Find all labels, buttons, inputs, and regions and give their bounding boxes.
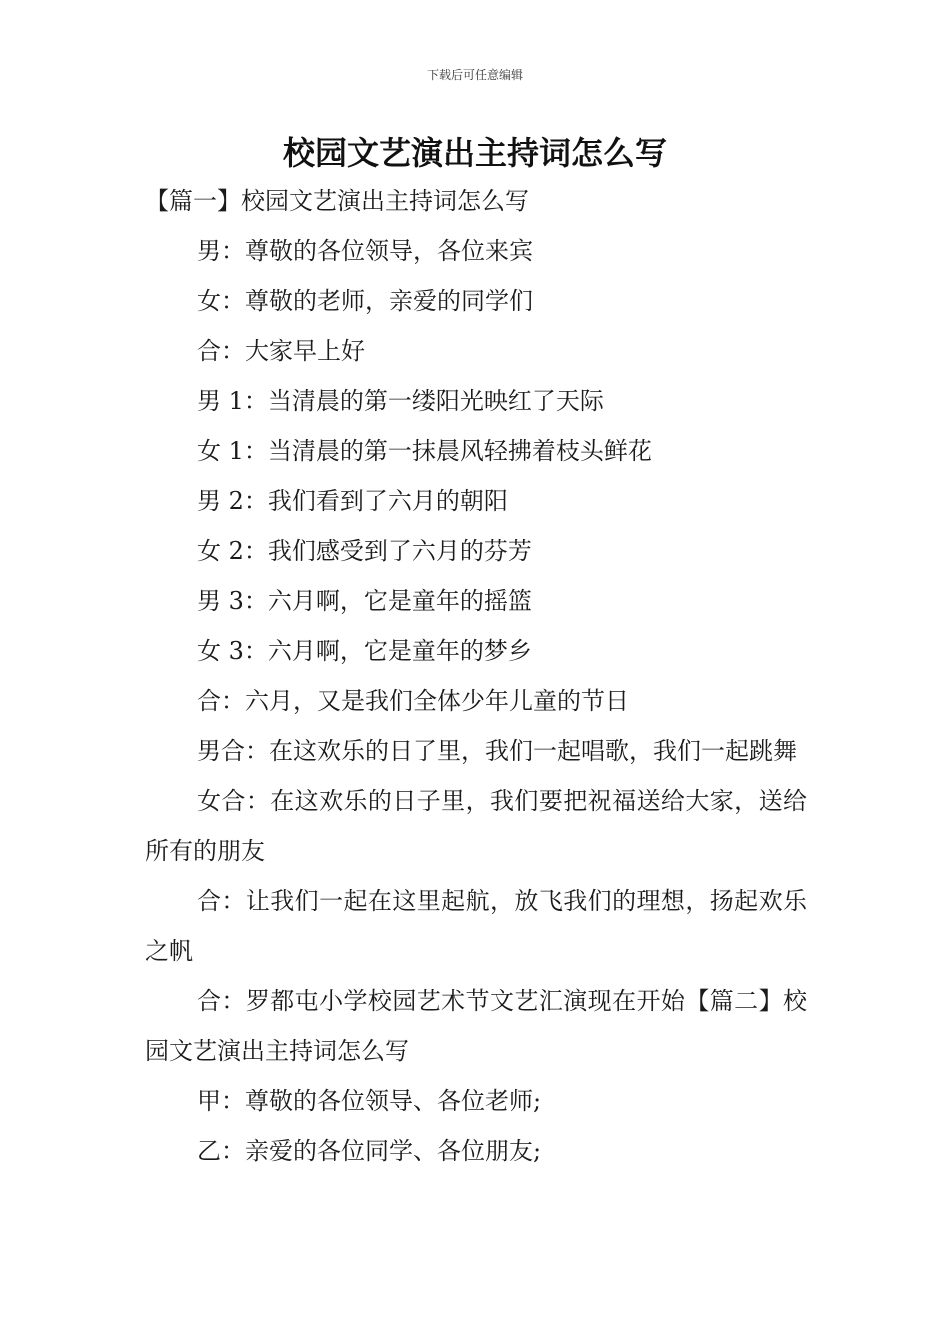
script-line: 男 1：当清晨的第一缕阳光映红了天际 — [197, 387, 604, 415]
section-heading-1: 【篇一】校园文艺演出主持词怎么写 — [145, 187, 529, 215]
script-line: 合：让我们一起在这里起航，放飞我们的理想，扬起欢乐之帆 — [145, 887, 807, 965]
document-body — [145, 176, 807, 1176]
script-line: 合：六月，又是我们全体少年儿童的节日 — [197, 687, 629, 715]
script-line: 甲：尊敬的各位领导、各位老师; — [197, 1087, 542, 1115]
script-line: 合：罗都屯小学校园艺术节文艺汇演现在开始【篇二】校园文艺演出主持词怎么写 — [145, 987, 807, 1065]
script-line: 男：尊敬的各位领导，各位来宾 — [197, 237, 533, 265]
script-line: 男 2：我们看到了六月的朝阳 — [197, 487, 508, 515]
script-line: 乙：亲爱的各位同学、各位朋友; — [197, 1137, 542, 1165]
script-line: 女 3：六月啊，它是童年的梦乡 — [197, 637, 532, 665]
script-line: 合：大家早上好 — [197, 337, 365, 365]
script-line: 女：尊敬的老师，亲爱的同学们 — [197, 287, 533, 315]
header-note: 下载后可任意编辑 — [426, 68, 523, 82]
script-line: 女 2：我们感受到了六月的芬芳 — [197, 537, 532, 565]
script-line: 男 3：六月啊，它是童年的摇篮 — [197, 587, 532, 615]
document-title: 校园文艺演出主持词怎么写 — [282, 134, 667, 172]
script-line: 女合：在这欢乐的日子里，我们要把祝福送给大家，送给所有的朋友 — [145, 787, 807, 865]
script-line: 女 1：当清晨的第一抹晨风轻拂着枝头鲜花 — [197, 437, 652, 465]
script-line: 男合：在这欢乐的日了里，我们一起唱歌，我们一起跳舞 — [197, 737, 797, 765]
